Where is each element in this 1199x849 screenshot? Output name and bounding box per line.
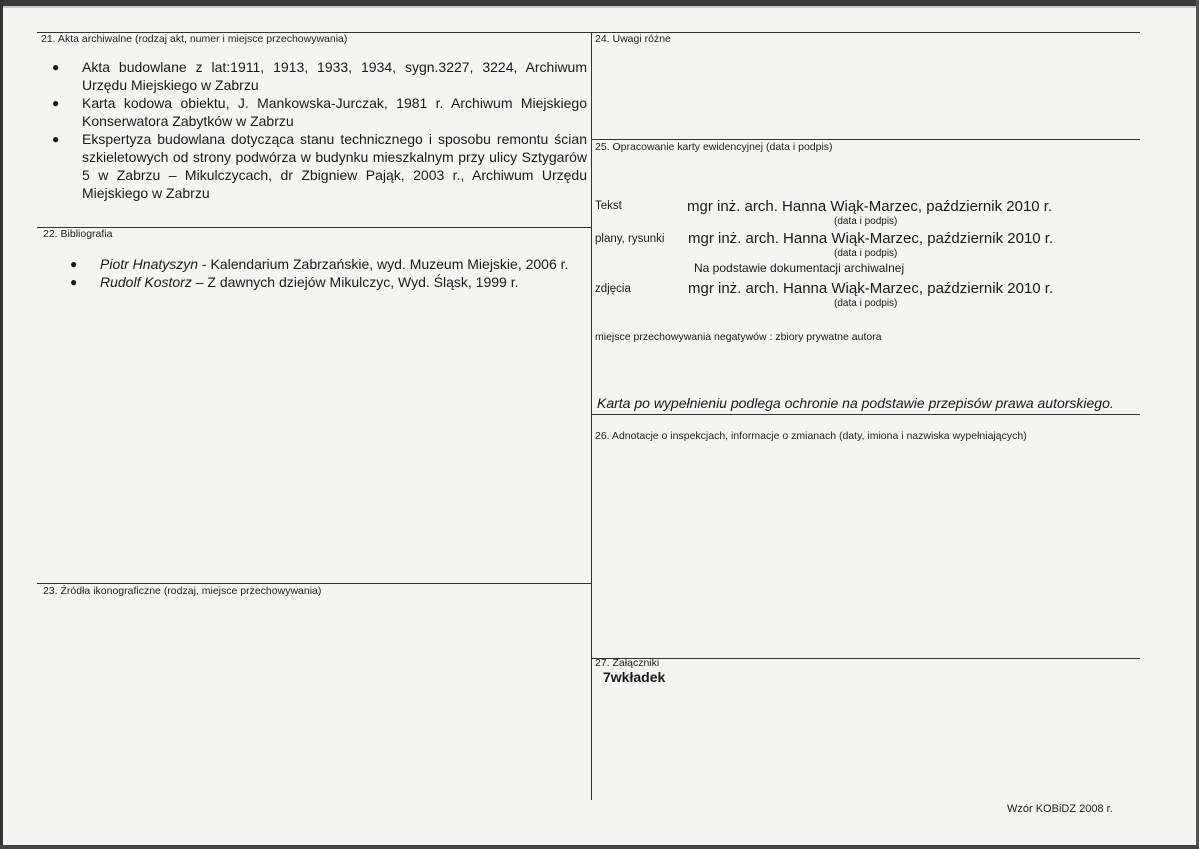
section-22-title: 22. Bibliografia <box>43 228 113 240</box>
list-item: ● Akta budowlane z lat:1911, 1913, 1933, 1934, sygn.3227, 3224, Archiwum Urzędu Miejskiego w Zabrzu <box>52 59 587 93</box>
section-21-title: 21. Akta archiwalne (rodzaj akt, numer i miejsce przechowywania) <box>41 33 348 45</box>
text-signature: mgr inż. arch. Hanna Wiąk-Marzec, październik 2010 r. <box>687 198 1053 215</box>
plans-signature: mgr inż. arch. Hanna Wiąk-Marzec, październik 2010 r. <box>688 230 1054 247</box>
bullet-icon: ● <box>52 60 60 74</box>
list-item: ● Ekspertyza budowlana dotycząca stanu technicznego i sposobu remontu ścian szkieletowych od strony podwórza w budynku mieszkalnym przy ulicy Sztygarów 5 w Zabrzu – Mikulczycach, dr Zbigniew Pająk, 2003 r., Archiwum Urzędu Miejskiego w Zabrzu <box>52 131 587 201</box>
bullet-icon: ● <box>70 257 78 271</box>
text-signature-caption: (data i podpis) <box>834 216 898 227</box>
section-22-list <box>70 255 590 291</box>
scan-left-edge <box>0 0 3 849</box>
negatives-storage: miejsce przechowywania negatywów : zbiory prywatne autora <box>595 331 882 343</box>
rule-26 <box>591 414 1140 415</box>
plans-note: Na podstawie dokumentacji archiwalnej <box>694 261 905 275</box>
bullet-icon: ● <box>52 132 60 146</box>
copyright-notice: Karta po wypełnieniu podlega ochronie na podstawie przepisów prawa autorskiego. <box>597 395 1114 411</box>
plans-label: plany, rysunki <box>595 233 665 245</box>
photos-label: zdjęcia <box>595 283 631 295</box>
bullet-icon: ● <box>52 96 60 110</box>
section-25-title: 25. Opracowanie karty ewidencyjnej (data i podpis) <box>595 141 833 153</box>
section-27-title: 27. Załączniki <box>595 657 660 669</box>
photos-signature-caption: (data i podpis) <box>834 298 898 309</box>
list-item: ● Rudolf Kostorz – Z dawnych dziejów Mikulczyc, Wyd. Śląsk, 1999 r. <box>70 274 519 290</box>
center-divider <box>591 32 592 800</box>
rule-25 <box>591 139 1140 140</box>
text-label: Tekst <box>595 200 622 212</box>
scan-top-shadow <box>0 6 1199 8</box>
rule-23 <box>37 583 591 584</box>
author: Piotr Hnatyszyn <box>100 256 199 272</box>
bullet-icon: ● <box>70 275 78 289</box>
list-item: ● Piotr Hnatyszyn - Kalendarium Zabrzańskie, wyd. Muzeum Miejskie, 2006 r. <box>70 256 569 272</box>
author: Rudolf Kostorz <box>100 274 192 290</box>
rule-22 <box>37 227 591 228</box>
photos-signature: mgr inż. arch. Hanna Wiąk-Marzec, październik 2010 r. <box>688 280 1054 297</box>
rule-27 <box>591 658 1140 659</box>
plans-signature-caption: (data i podpis) <box>834 248 898 259</box>
section-26-title: 26. Adnotacje o inspekcjach, informacje o zmianach (daty, imiona i nazwiska wypełniających) <box>595 430 1027 442</box>
form-template-footer: Wzór KOBiDZ 2008 r. <box>1007 803 1113 815</box>
attachments-value: 7wkładek <box>603 669 666 685</box>
section-21-list <box>52 58 587 202</box>
list-item: ● Karta kodowa obiektu, J. Mankowska-Jurczak, 1981 r. Archiwum Miejskiego Konserwatora Zabytków w Zabrzu <box>52 95 587 129</box>
section-24-title: 24. Uwagi różne <box>595 33 671 45</box>
section-23-title: 23. Źródła ikonograficzne (rodzaj, miejsce przechowywania) <box>43 585 322 597</box>
scan-bottom-edge <box>0 845 1199 849</box>
